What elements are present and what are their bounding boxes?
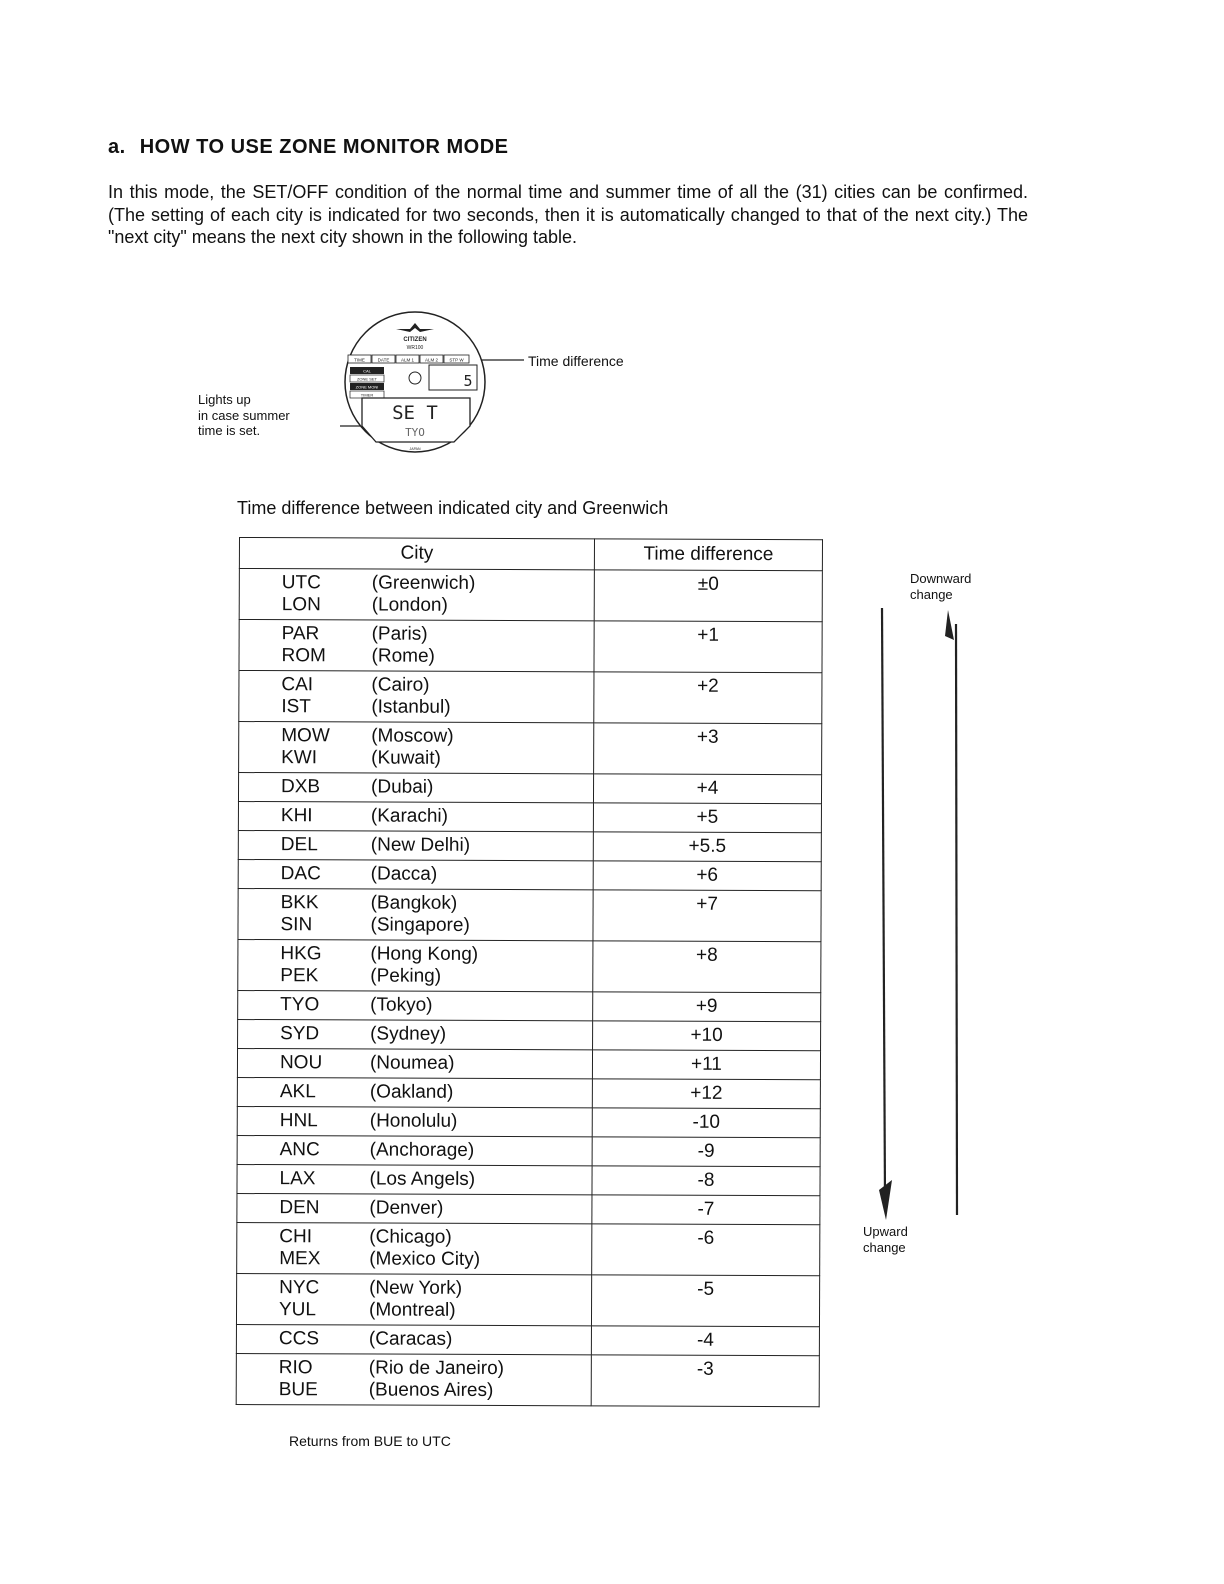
table-row <box>236 1353 819 1406</box>
city-entry <box>280 943 592 966</box>
change-arrows <box>870 600 970 1220</box>
table-row <box>236 1324 819 1355</box>
city-cell <box>239 671 594 723</box>
time-difference-cell: -5 <box>591 1275 819 1327</box>
city-name: (Paris) <box>371 623 428 645</box>
time-difference-column-header: Time difference <box>594 539 822 571</box>
table-row <box>237 1222 820 1275</box>
city-name: (Sydney) <box>370 1023 447 1045</box>
upward-label-line: Upward <box>863 1224 908 1239</box>
city-entry <box>281 747 593 770</box>
city-name: (Noumea) <box>369 1052 455 1074</box>
city-entry <box>282 594 594 617</box>
summer-callout-line: Lights up <box>198 392 251 407</box>
city-code-display: TYO <box>405 426 425 439</box>
city-entry <box>281 725 593 748</box>
city-name: (Mexico City) <box>369 1248 481 1270</box>
city-cell <box>238 888 593 940</box>
city-name: (Tokyo) <box>370 994 433 1016</box>
city-entry <box>279 1328 591 1351</box>
time-difference-cell: -6 <box>592 1224 820 1276</box>
time-difference-cell: -10 <box>592 1108 820 1138</box>
city-cell <box>237 1135 592 1165</box>
city-entry <box>281 674 593 697</box>
city-name: (Denver) <box>369 1197 444 1219</box>
time-difference-cell: +12 <box>592 1079 820 1109</box>
table-body <box>236 569 822 1407</box>
section-title: HOW TO USE ZONE MONITOR MODE <box>139 136 509 158</box>
city-name: (New Delhi) <box>370 834 471 856</box>
table-row <box>239 569 822 622</box>
city-code: TYO <box>280 994 320 1016</box>
city-code: DEL <box>280 834 318 856</box>
intro-paragraph: In this mode, the SET/OFF condition of the normal time and summer time of all the (31) cities can be confirmed. (The setting of each city is indicated for two seconds, then it is automatically changed to that of the next city.) The "next city" means the next city shown in the following table. <box>108 182 1028 247</box>
city-code: LON <box>281 594 321 616</box>
table-row <box>238 830 821 861</box>
city-cell <box>237 1077 592 1107</box>
city-code: DXB <box>281 776 321 798</box>
city-code: CCS <box>278 1328 320 1350</box>
city-code: AKL <box>279 1081 316 1103</box>
city-code: IST <box>281 696 311 718</box>
time-difference-cell: +8 <box>593 941 821 993</box>
table-row <box>236 1273 819 1326</box>
city-cell <box>238 939 593 991</box>
city-cell <box>238 990 593 1020</box>
city-cell <box>237 1193 592 1223</box>
time-difference-cell: -8 <box>592 1166 820 1196</box>
city-entry <box>281 805 593 828</box>
table-row <box>237 1077 820 1108</box>
city-entry <box>280 994 592 1017</box>
city-name: (Greenwich) <box>371 572 476 594</box>
time-difference-cell: +3 <box>594 723 822 775</box>
city-cell <box>237 1106 592 1136</box>
city-entry <box>281 863 593 886</box>
returns-note: Returns from BUE to UTC <box>289 1433 451 1449</box>
city-name: (Dubai) <box>371 776 434 798</box>
mode-label: TIME <box>354 357 365 363</box>
table-row <box>237 1048 820 1079</box>
table-row <box>237 1135 820 1166</box>
city-name: (Dacca) <box>370 863 438 885</box>
time-difference-cell: +5 <box>593 803 821 833</box>
zone-label: CAL <box>363 368 371 374</box>
city-name: (Singapore) <box>370 914 470 936</box>
city-code: SYD <box>280 1023 320 1045</box>
city-entry <box>281 776 593 799</box>
time-difference-cell: +6 <box>593 861 821 891</box>
city-cell <box>238 859 593 889</box>
city-cell <box>237 1222 592 1274</box>
city-name: (New York) <box>369 1277 463 1299</box>
city-entry <box>280 965 592 988</box>
summer-callout-line: in case summer <box>198 407 290 423</box>
city-name: (Istanbul) <box>371 696 451 718</box>
time-difference-cell: -3 <box>591 1355 819 1407</box>
city-code: PEK <box>280 965 319 987</box>
city-code: HNL <box>279 1110 318 1132</box>
watch-bottom-text: JAPAN <box>409 447 421 451</box>
mode-label: ALM 2 <box>424 357 439 363</box>
table-row <box>238 802 821 833</box>
time-difference-cell: -9 <box>592 1137 820 1167</box>
city-cell <box>239 722 594 774</box>
city-code: YUL <box>278 1299 317 1321</box>
city-code: KHI <box>280 805 313 827</box>
city-entry <box>279 1277 591 1300</box>
city-name: (Los Angels) <box>369 1168 476 1190</box>
city-name: (Moscow) <box>371 725 454 747</box>
city-entry <box>279 1248 591 1271</box>
city-cell <box>236 1273 591 1325</box>
city-code: PAR <box>281 623 320 645</box>
city-entry <box>280 1052 592 1075</box>
city-entry <box>280 1081 592 1104</box>
city-name: (Chicago) <box>369 1226 452 1248</box>
city-code: RIO <box>278 1357 313 1379</box>
table-caption: Time difference between indicated city and Greenwich <box>237 498 669 518</box>
city-cell <box>239 569 594 621</box>
city-name: (Rome) <box>371 645 435 667</box>
time-difference-callout: Time difference <box>528 353 624 369</box>
time-difference-cell: +5.5 <box>593 832 821 862</box>
city-name: (Caracas) <box>368 1328 453 1350</box>
city-name: (Anchorage) <box>369 1139 475 1161</box>
city-entry <box>279 1168 591 1191</box>
watch-brand: CITIZEN <box>403 337 427 343</box>
city-name: (Rio de Janeiro) <box>368 1357 505 1380</box>
city-name: (Honolulu) <box>369 1110 458 1132</box>
city-code: BUE <box>278 1379 318 1401</box>
city-name: (Montreal) <box>368 1299 456 1321</box>
watch-figure <box>190 300 650 460</box>
city-entry <box>282 623 594 646</box>
city-code: CAI <box>281 674 314 696</box>
time-difference-cell: +4 <box>593 774 821 804</box>
city-code: KWI <box>281 747 318 769</box>
city-entry <box>280 1139 592 1162</box>
summer-callout-line: time is set. <box>198 423 261 438</box>
table-row <box>239 620 822 673</box>
city-entry <box>279 1379 591 1402</box>
city-code: MOW <box>281 725 330 747</box>
city-cell <box>237 1164 592 1194</box>
city-name: (Bangkok) <box>370 892 458 914</box>
set-display: SE T <box>392 402 438 424</box>
watch-face-icon <box>340 308 640 460</box>
time-difference-cell: +11 <box>592 1050 820 1080</box>
table-row <box>237 1193 820 1224</box>
time-difference-cell: -7 <box>592 1195 820 1225</box>
city-name: (London) <box>371 594 448 616</box>
city-cell <box>238 830 593 860</box>
time-difference-cell: +2 <box>594 672 822 724</box>
table-row <box>238 990 821 1021</box>
city-entry <box>280 1110 592 1133</box>
city-code: UTC <box>281 572 321 594</box>
mode-labels <box>348 355 469 363</box>
arrow-up-icon <box>945 610 957 1215</box>
city-entry <box>279 1299 591 1322</box>
time-difference-cell: +10 <box>593 1021 821 1051</box>
upward-change-label <box>863 1224 908 1255</box>
table-row <box>237 1106 820 1137</box>
city-name: (Buenos Aires) <box>368 1379 494 1401</box>
section-number: a. <box>108 136 126 158</box>
table-row <box>238 939 821 992</box>
city-entry <box>279 1197 591 1220</box>
mode-label: STP W <box>449 357 464 363</box>
mode-label: DATE <box>377 357 390 363</box>
mode-label: ALM 1 <box>400 357 415 363</box>
time-difference-cell: +9 <box>593 992 821 1022</box>
time-difference-digit: 5 <box>463 372 473 390</box>
section-heading <box>108 136 509 159</box>
downward-label-line: Downward <box>910 571 972 586</box>
table-header-row <box>239 538 822 571</box>
time-difference-table <box>236 537 823 1407</box>
city-cell <box>236 1353 591 1405</box>
city-entry <box>280 1023 592 1046</box>
city-entry <box>281 696 593 719</box>
city-cell <box>237 1048 592 1078</box>
city-entry <box>280 914 592 937</box>
city-name: (Oakland) <box>369 1081 454 1103</box>
watch-model: WR100 <box>406 345 424 351</box>
zone-label: TIMER <box>360 392 374 398</box>
downward-label-line: change <box>910 586 953 602</box>
city-code: LAX <box>279 1168 316 1190</box>
city-entry <box>281 892 593 915</box>
time-difference-cell: -4 <box>591 1326 819 1356</box>
city-entry <box>282 572 594 595</box>
city-entry <box>279 1357 591 1380</box>
city-entry <box>279 1226 591 1249</box>
time-difference-cell: ±0 <box>594 570 822 622</box>
summer-indicator-icon <box>409 372 421 384</box>
city-entry <box>281 834 593 857</box>
time-difference-cell: +7 <box>593 890 821 942</box>
downward-change-label <box>910 571 971 602</box>
city-code: ROM <box>281 645 326 667</box>
table-row <box>239 671 822 724</box>
table-row <box>238 1019 821 1050</box>
city-code: MEX <box>279 1248 321 1270</box>
city-name: (Karachi) <box>370 805 449 827</box>
city-cell <box>238 1019 593 1049</box>
upward-label-line: change <box>863 1239 906 1255</box>
table-row <box>238 888 821 941</box>
city-code: NYC <box>279 1277 320 1299</box>
city-cell <box>238 802 593 832</box>
city-code: HKG <box>280 943 322 965</box>
city-entry <box>282 645 594 668</box>
city-cell <box>236 1324 591 1354</box>
arrow-down-icon <box>879 608 892 1220</box>
city-code: ANC <box>279 1139 320 1161</box>
city-code: BKK <box>280 892 319 914</box>
city-code: SIN <box>280 914 313 936</box>
city-cell <box>239 620 594 672</box>
city-code: DAC <box>280 863 321 885</box>
zone-label: ZONE SET <box>356 376 378 382</box>
table-row <box>237 1164 820 1195</box>
city-name: (Hong Kong) <box>370 943 479 965</box>
city-name: (Peking) <box>370 965 442 987</box>
table-row <box>238 773 821 804</box>
city-name: (Cairo) <box>371 674 430 696</box>
table-row <box>239 722 822 775</box>
city-name: (Kuwait) <box>371 747 441 769</box>
summer-time-callout <box>198 392 290 439</box>
city-code: NOU <box>279 1052 323 1074</box>
city-column-header: City <box>239 538 594 570</box>
city-cell <box>238 773 593 803</box>
zone-label: ZONE MONI <box>355 384 379 390</box>
city-code: CHI <box>279 1226 313 1248</box>
time-difference-cell: +1 <box>594 621 822 673</box>
table-row <box>238 859 821 890</box>
city-code: DEN <box>279 1197 320 1219</box>
